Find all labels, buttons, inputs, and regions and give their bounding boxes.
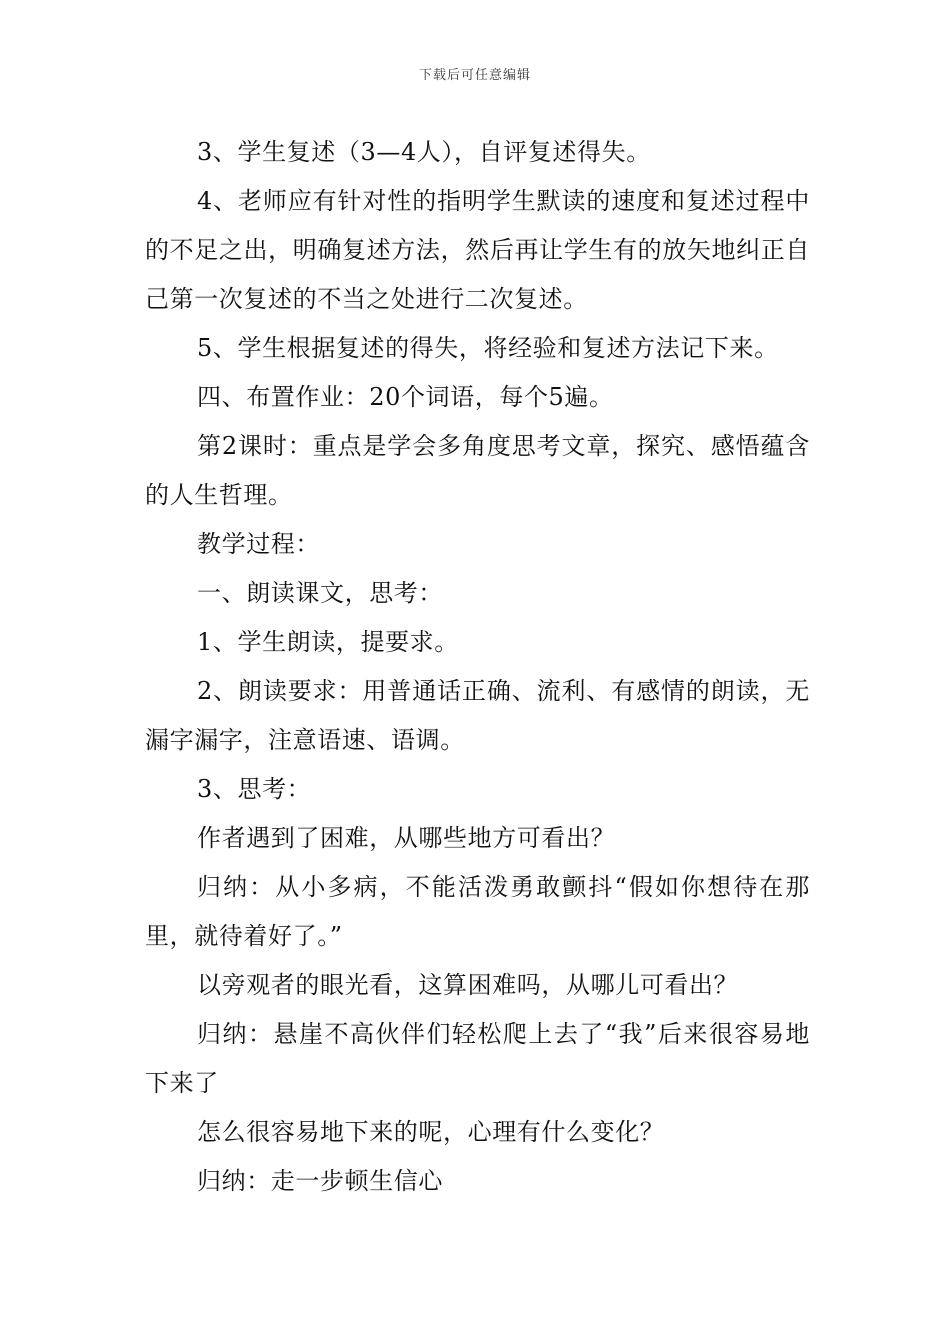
paragraph-13: 以旁观者的眼光看，这算困难吗，从哪儿可看出？ bbox=[197, 971, 739, 999]
paragraph-9: 2、朗读要求：用普通话正确、流利、有感情的朗读，无漏字漏字，注意语速、语调。 bbox=[145, 677, 810, 754]
paragraph-3: 5、学生根据复述的得失，将经验和复述方法记下来。 bbox=[197, 334, 779, 362]
paragraph-8: 1、学生朗读，提要求。 bbox=[197, 628, 459, 656]
document-body bbox=[145, 128, 810, 1206]
paragraph-16: 归纳：走一步顿生信心 bbox=[197, 1167, 443, 1195]
paragraph-4: 四、布置作业：20个词语，每个5遍。 bbox=[197, 383, 614, 411]
paragraph-1: 3、学生复述（3—4人），自评复述得失。 bbox=[197, 138, 651, 166]
paragraph-5: 第2课时：重点是学会多角度思考文章，探究、感悟蕴含的人生哲理。 bbox=[145, 432, 810, 509]
page-header: 下载后可任意编辑 bbox=[418, 68, 531, 83]
paragraph-12: 归纳：从小多病，不能活泼勇敢颤抖“假如你想待在那里，就待着好了。” bbox=[145, 873, 810, 950]
paragraph-6: 教学过程： bbox=[197, 530, 320, 558]
paragraph-10: 3、思考： bbox=[197, 775, 312, 803]
paragraph-15: 怎么很容易地下来的呢，心理有什么变化？ bbox=[197, 1118, 665, 1146]
paragraph-7: 一、朗读课文，思考： bbox=[197, 579, 443, 607]
paragraph-11: 作者遇到了困难，从哪些地方可看出？ bbox=[197, 824, 616, 852]
paragraph-2: 4、老师应有针对性的指明学生默读的速度和复述过程中的不足之出，明确复述方法，然后再让学生有的放矢地纠正自己第一次复述的不当之处进行二次复述。 bbox=[145, 187, 810, 313]
paragraph-14: 归纳：悬崖不高伙伴们轻松爬上去了“我”后来很容易地下来了 bbox=[145, 1020, 810, 1097]
